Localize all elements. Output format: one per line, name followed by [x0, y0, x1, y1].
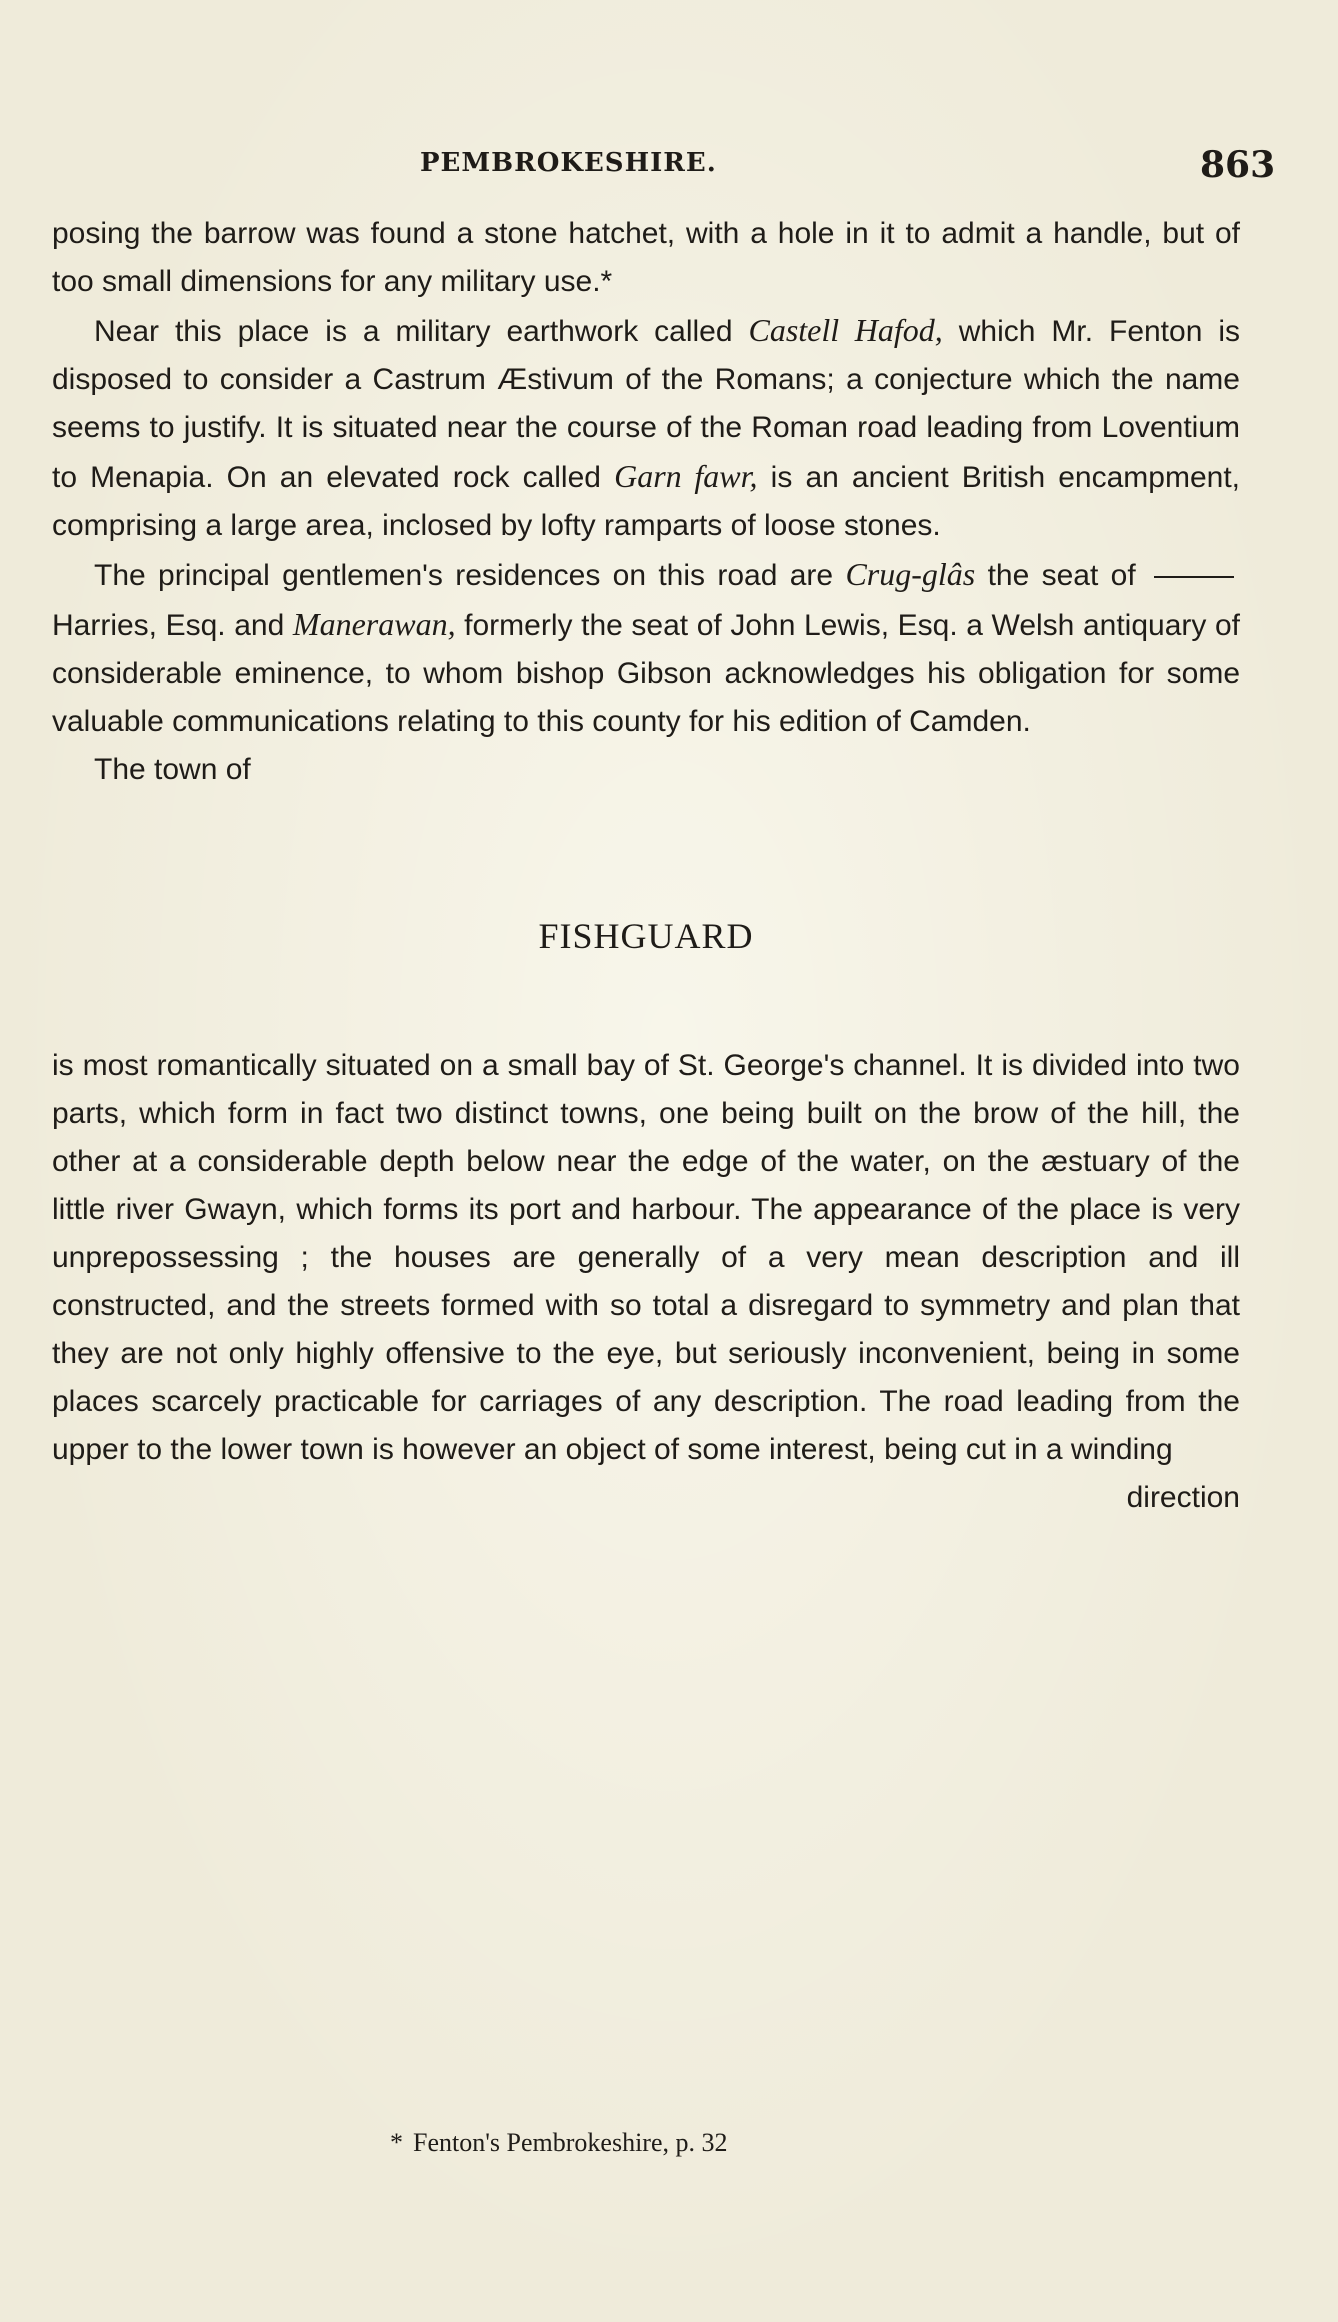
em-dash-rule: [1154, 576, 1234, 578]
body-text: [52, 210, 1240, 1522]
italic-place-name: Garn fawr,: [614, 458, 758, 494]
paragraph-castell-hafod: [52, 306, 1240, 550]
italic-place-name: Castell Hafod,: [748, 312, 943, 348]
footnote-mark: *: [390, 2128, 403, 2157]
running-head-title: PEMBROKESHIRE.: [420, 148, 717, 178]
catchword: direction: [1126, 1481, 1240, 1514]
footnote-text: Fenton's Pembrokeshire, p. 32: [413, 2128, 728, 2157]
text-run: which Mr. Fenton is disposed to consider a Castrum Æstivum of the Romans; a conjecture which the name seems to justify. It is situated near the course of the Roman road leading from Loventium to Menapia. On an elevated rock called: [52, 315, 1241, 494]
text-run: the seat of: [975, 559, 1148, 592]
text-run: Near this place is a military earthwork called: [94, 315, 749, 348]
paragraph-residences: [52, 550, 1240, 746]
section-heading: FISHGUARD: [538, 916, 754, 956]
paragraph-fishguard: is most romantically situated on a small bay of St. George's channel. It is divided into two parts, which form in fact two distinct towns, one being built on the brow of the hill, the other at a considerable depth below near the edge of the water, on the æstuary of the little river Gwayn, which forms its port and harbour. The appearance of the place is very unprepossessing ; the houses are generally of a very mean description and ill constructed, and the streets formed with so total a disregard to symmetry and plan that they are not only highly offensive to the eye, but seriously inconvenient, being in some places scarcely practicable for carriages of any description. The road leading from the upper to the lower town is however an object of some interest, being cut in a winding: [52, 1049, 1240, 1466]
paragraph-1: posing the barrow was found a stone hatchet, with a hole in it to admit a handle, but of too small dimensions for any military use.*: [52, 217, 1240, 298]
italic-place-name: Manerawan,: [292, 606, 456, 642]
text-run: The principal gentlemen's residences on this road are: [94, 559, 846, 592]
page-number: 863: [1200, 144, 1276, 186]
text-run: Harries, Esq. and: [52, 609, 293, 642]
footnote: [390, 2128, 728, 2158]
text-run: formerly the seat of John Lewis, Esq. a Welsh antiquary of considerable eminence, to whom bishop Gibson acknowledges his obligation for some valuable communications relating to this county for his edition of Camden.: [52, 609, 1240, 738]
paragraph-town-of: The town of: [94, 753, 251, 786]
italic-place-name: Crug-glâs: [845, 556, 976, 592]
text-run: is an ancient British encampment, comprising a large area, inclosed by lofty ramparts of loose stones.: [52, 461, 1240, 542]
